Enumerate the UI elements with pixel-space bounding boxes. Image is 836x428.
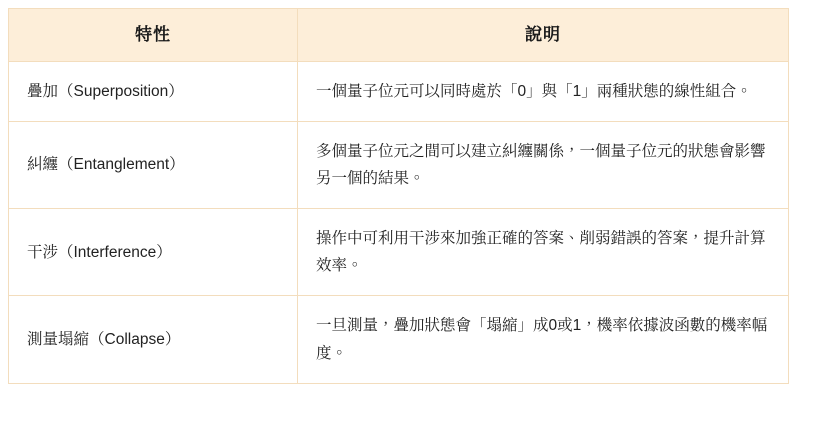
cell-feature: 干涉（Interference） <box>9 209 298 296</box>
table-row <box>9 61 789 121</box>
cell-description: 一旦測量，疊加狀態會「塌縮」成0或1，機率依據波函數的機率幅度。 <box>298 296 789 383</box>
cell-description: 操作中可利用干涉來加強正確的答案、削弱錯誤的答案，提升計算效率。 <box>298 209 789 296</box>
table-body <box>9 61 789 383</box>
cell-description: 多個量子位元之間可以建立糾纏關係，一個量子位元的狀態會影響另一個的結果。 <box>298 121 789 208</box>
column-header-description: 說明 <box>298 9 789 62</box>
table-header <box>9 9 789 62</box>
cell-feature: 疊加（Superposition） <box>9 61 298 121</box>
table-row <box>9 209 789 296</box>
quantum-feature-table <box>8 8 789 384</box>
cell-description: 一個量子位元可以同時處於「0」與「1」兩種狀態的線性組合。 <box>298 61 789 121</box>
cell-feature: 糾纏（Entanglement） <box>9 121 298 208</box>
cell-feature: 測量塌縮（Collapse） <box>9 296 298 383</box>
table-header-row <box>9 9 789 62</box>
table-container <box>8 8 788 384</box>
table-row <box>9 296 789 383</box>
table-row <box>9 121 789 208</box>
column-header-feature: 特性 <box>9 9 298 62</box>
